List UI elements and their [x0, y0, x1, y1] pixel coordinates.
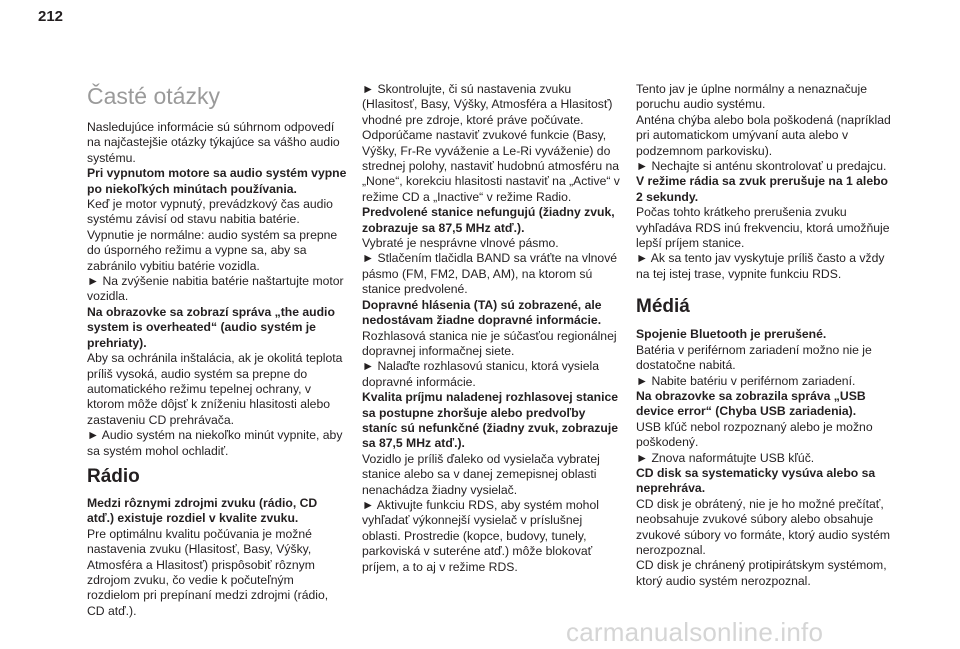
radio-faq-paragraphs	[362, 82, 622, 575]
answer-text: ► Nalaďte rozhlasovú stanicu, ktorá vysiela dopravné informácie.	[362, 359, 600, 389]
question-text: Dopravné hlásenia (TA) sú zobrazené, ale nedostávam žiadne dopravné informácie.	[362, 297, 602, 328]
question-text: Pri vypnutom motore sa audio systém vypne po niekoľkých minútach používania.	[87, 166, 347, 196]
answer-text: Anténa chýba alebo bola poškodená (napríklad pri automatickom umývaní auta alebo v podzemnom parkovisku).	[636, 112, 891, 158]
answer-text: ► Ak sa tento jav vyskytuje príliš často a vždy na tej istej trase, vypnite funkciu RDS.	[636, 251, 885, 281]
answer-text: Keď je motor vypnutý, prevádzkový čas audio systému závisí od stavu nabitia batérie.	[87, 197, 333, 227]
answer-text: ► Audio systém na niekoľko minút vypnite, aby sa systém mohol ochladiť.	[87, 428, 343, 458]
radio-faq-continued	[636, 82, 896, 282]
watermark: carmanualsonline.info	[566, 617, 824, 647]
answer-text: Aby sa ochránila inštalácia, ak je okolitá teplota príliš vysoká, audio systém sa prepne do automatického režimu tepelnej ochrany, v ktorom môže dôjsť k zníženiu hlasitosti alebo zastaveniu CD prehrávača.	[87, 351, 343, 427]
answer-text: Rozhlasová stanica nie je súčasťou regionálnej dopravnej informačnej siete.	[362, 328, 617, 358]
answer-text: Počas tohto krátkeho prerušenia zvuku vyhľadáva RDS inú frekvenciu, ktorá umožňuje lepší príjem stanice.	[636, 205, 890, 251]
question-text: Predvolené stanice nefungujú (žiadny zvuk, zobrazuje sa 87,5 MHz atď.).	[362, 205, 615, 235]
answer-text: ► Na zvýšenie nabitia batérie naštartujte motor vozidla.	[87, 274, 344, 304]
question-text: Kvalita príjmu naladenej rozhlasovej stanice sa postupne zhoršuje alebo predvoľby staníc sú nefunkčné (žiadny zvuk, zobrazuje sa 87,5 MHz atď.).	[362, 390, 619, 451]
question-text: Medzi rôznymi zdrojmi zvuku (rádio, CD atď.) existuje rozdiel v kvalite zvuku.	[87, 495, 318, 526]
question-text: CD disk sa systematicky vysúva alebo sa neprehráva.	[636, 465, 876, 496]
question-text: V režime rádia sa zvuk prerušuje na 1 alebo 2 sekundy.	[636, 174, 888, 204]
answer-text: ► Skontrolujte, či sú nastavenia zvuku (Hlasitosť, Basy, Výšky, Atmosféra a Hlasitosť) vhodné pre zdroje, ktoré práve počúvate. Odporúčame nastaviť zvukové funkcie (Basy, Výšky, Fr-Re vyváženie a Le-Ri vyváženie) do strednej polohy, nastaviť hudobnú atmosféru na „None“, korekciu hlasitosti nastaviť na „Active“ v režime CD a „Inactive“ v režime Radio.	[362, 82, 620, 204]
answer-text: CD disk je obrátený, nie je ho možné prečítať, neobsahuje zvukové súbory alebo obsahuje zvukové súbory vo formáte, ktorý audio systém nerozpoznal.	[636, 496, 891, 557]
answer-text: ► Znova naformátujte USB kľúč.	[636, 450, 815, 465]
answer-text: Nasledujúce informácie sú súhrnom odpovedí na najčastejšie otázky týkajúce sa vášho audio systému.	[87, 120, 340, 165]
answer-text: USB kľúč nebol rozpoznaný alebo je možno poškodený.	[636, 419, 873, 450]
answer-text: ► Stlačením tlačidla BAND sa vráťte na vlnové pásmo (FM, FM2, DAB, AM), na ktorom sú stanice predvolené.	[362, 251, 618, 297]
column-3	[636, 82, 896, 589]
section-title-media: Médiá	[636, 296, 690, 318]
answer-text: Vybraté je nesprávne vlnové pásmo.	[362, 236, 559, 251]
answer-text: Vypnutie je normálne: audio systém sa prepne do úsporného režimu a vypne sa, aby sa zabránilo vybitiu batérie vozidla.	[87, 227, 338, 273]
question-text: Na obrazovke sa zobrazí správa „the audio system is overheated“ (audio systém je prehriaty).	[87, 304, 335, 350]
page-number: 212	[38, 8, 64, 25]
answer-text: CD disk je chránený protipirátskym systémom, ktorý audio systém nerozpoznal.	[636, 558, 887, 588]
answer-text: Pre optimálnu kvalitu počúvania je možné nastavenia zvuku (Hlasitosť, Basy, Výšky, Atmosféra a Hlasitosť) prispôsobiť rôznym zdrojom zvuku, čo vedie k počuteľným rozdielom pri prepínaní medzi zdrojmi (rádio, CD atď.).	[87, 526, 329, 618]
answer-text: ► Aktivujte funkciu RDS, aby systém mohol vyhľadať výkonnejší vysielač v príslušnej oblasti. Prostredie (kopce, budovy, tunely, parkoviská v suteréne atď.) môže blokovať príjem, a to aj v režime RDS.	[362, 497, 599, 574]
radio-paragraphs	[87, 496, 347, 619]
question-text: Na obrazovke sa zobrazila správa „USB device error“ (Chyba USB zariadenia).	[636, 388, 866, 419]
column-1	[87, 82, 347, 619]
media-paragraphs	[636, 327, 896, 589]
answer-text: ► Nechajte si anténu skontrolovať u predajcu.	[636, 159, 887, 174]
answer-text: Batéria v periférnom zariadení možno nie je dostatočne nabitá.	[636, 342, 872, 373]
section-title-radio: Rádio	[87, 465, 140, 487]
answer-text: Tento jav je úplne normálny a nenaznačuje poruchu audio systému.	[636, 82, 868, 112]
answer-text: Vozidlo je príliš ďaleko od vysielača vybratej stanice alebo sa v danej zemepisnej oblasti nenachádza žiadny vysielač.	[362, 451, 600, 497]
answer-text: ► Nabite batériu v periférnom zariadení.	[636, 373, 856, 388]
section-title-faq: Časté otázky	[87, 83, 220, 109]
column-2	[362, 82, 622, 575]
faq-paragraphs	[87, 120, 347, 459]
question-text: Spojenie Bluetooth je prerušené.	[636, 327, 827, 342]
